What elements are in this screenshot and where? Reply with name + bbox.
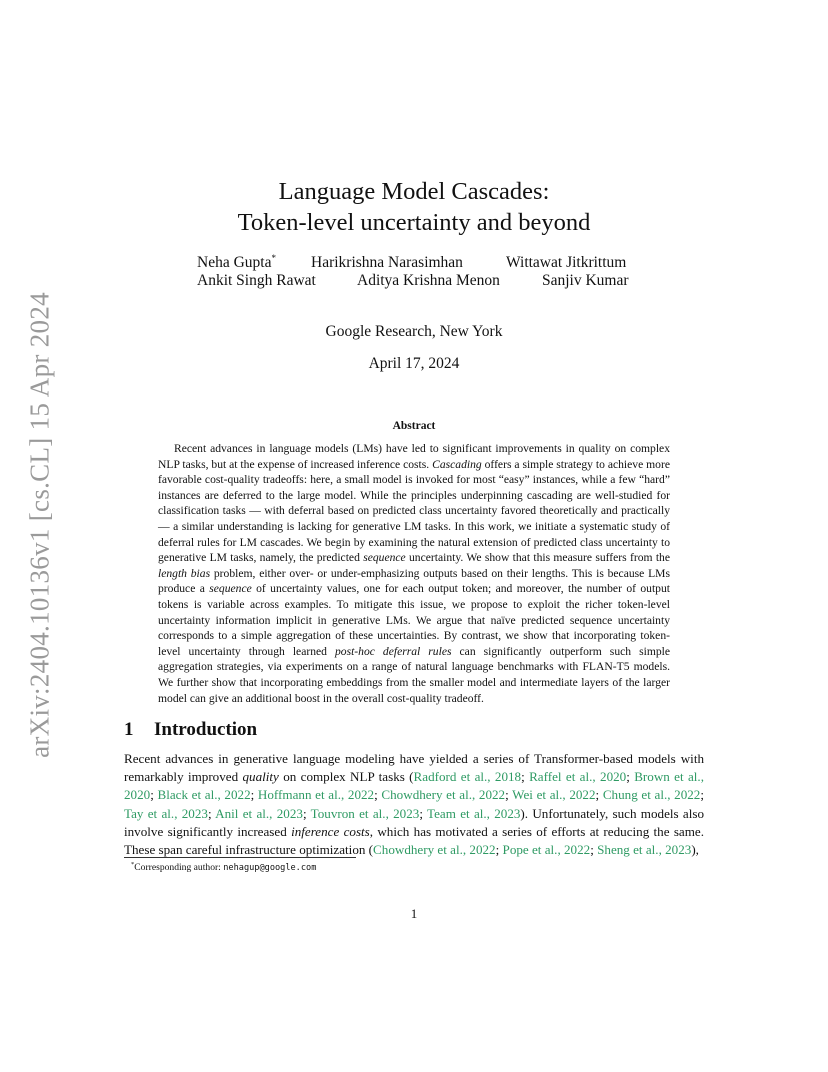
footnote-text: Corresponding author: <box>134 862 224 873</box>
corresponding-author-mark: * <box>271 252 276 263</box>
intro-text: Recent advances in generative language modeling have yielded a series of Transformer-based models with remarkably improved <box>124 751 704 785</box>
text-segment: Neha Gupta <box>197 254 272 271</box>
author-name: Sanjiv Kumar <box>542 272 629 289</box>
introduction-paragraph <box>124 750 704 859</box>
citation-link[interactable]: Chung et al., 2022 <box>602 787 701 803</box>
abstract-text: can significantly outperform such simple aggregation strategies, via experiments on a range of natural language benchmarks with FLAN-T5 models. We further show that incorporating embeddings from the smaller model and intermediate layers of the larger model can give an additional boost in the overall cost-quality tradeoff. <box>158 644 670 705</box>
abstract-text: Recent advances in language models (LMs) have led to significant improvements in quality on complex NLP tasks, but at the expense of increased inference costs. <box>158 442 670 471</box>
section-number: 1 <box>124 719 134 740</box>
text-segment: ; <box>419 805 428 821</box>
text-segment: ; <box>207 805 216 821</box>
citation-link[interactable]: Sheng et al., 2023 <box>597 842 692 858</box>
text-segment: ), <box>691 842 699 858</box>
text-segment: ; <box>150 787 158 803</box>
abstract-emphasis: length bias <box>158 566 211 580</box>
citation-link[interactable]: Radford et al., 2018 <box>413 769 522 785</box>
author-name <box>197 254 276 272</box>
intro-emphasis: quality <box>242 769 279 785</box>
text-segment: ; <box>626 769 635 785</box>
citation-link[interactable]: Team et al., 2023 <box>427 805 521 821</box>
text-segment: ; <box>521 769 530 785</box>
footnote <box>131 862 316 873</box>
text-segment: ; <box>595 787 603 803</box>
author-name: Wittawat Jitkrittum <box>506 254 627 271</box>
citation-link[interactable]: Touvron et al., 2023 <box>310 805 420 821</box>
footnote-divider <box>124 857 356 858</box>
citation-link[interactable]: Anil et al., 2023 <box>215 805 303 821</box>
abstract-text: offers a simple strategy to achieve more favorable cost-quality tradeoffs: here, a small model is invoked for most “easy” instances, while a few “hard” instances are deferred to the large model. While the principles underpinning cascading are well-studied for classification tasks — with deferral based on predicted class uncertainty favored theoretically and practically — a similar understanding is lacking for generative LM tasks. In this work, we initiate a systematic study of deferral rules for LM cascades. We begin by examining the natural extension of predicted class uncertainty to generative LM tasks, namely, the predicted <box>158 457 670 565</box>
text-segment: ; <box>250 787 258 803</box>
text-segment: ; <box>590 842 598 858</box>
publication-date: April 17, 2024 <box>368 355 460 372</box>
arxiv-identifier: arXiv:2404.10136v1 [cs.CL] 15 Apr 2024 <box>24 292 55 758</box>
text-segment: ; <box>505 787 513 803</box>
citation-link[interactable]: Chowdhery et al., 2022 <box>381 787 506 803</box>
intro-text: on complex NLP tasks ( <box>278 769 414 785</box>
section-heading <box>124 719 257 741</box>
author-name: Harikrishna Narasimhan <box>311 254 463 271</box>
title-line-1: Language Model Cascades: <box>278 178 550 205</box>
citation-link[interactable]: Black et al., 2022 <box>157 787 251 803</box>
citation-link[interactable]: Tay et al., 2023 <box>124 805 208 821</box>
intro-emphasis: inference costs <box>291 823 370 839</box>
abstract-heading: Abstract <box>392 420 436 432</box>
author-name: Aditya Krishna Menon <box>357 272 500 289</box>
title-line-2: Token-level uncertainty and beyond <box>237 209 591 236</box>
citation-link[interactable]: Pope et al., 2022 <box>502 842 591 858</box>
abstract-text: problem, either over- or under-emphasizing outputs based on their lengths. This is because LMs produce a <box>158 566 670 596</box>
affiliation: Google Research, New York <box>325 323 503 340</box>
author-name: Ankit Singh Rawat <box>197 272 316 289</box>
citation-link[interactable]: Hoffmann et al., 2022 <box>257 787 375 803</box>
abstract-body <box>158 441 670 706</box>
intro-text: , which has motivated a series of efforts at reducing the same. These span careful infrastructure optimization ( <box>124 823 705 858</box>
abstract-text: of uncertainty values, one for each output token; and moreover, the number of output tokens is variable across examples. To mitigate this issue, we propose to exploit the richer token-level uncertainty information implicit in generative LMs. We argue that naïve predicted sequence uncertainty corresponds to a simple aggregation of these uncertainties. By contrast, we show that incorporating token-level uncertainty through learned <box>158 582 670 658</box>
citation-link[interactable]: Wei et al., 2022 <box>512 787 596 803</box>
text-segment: ; <box>302 805 311 821</box>
author-email: nehagup@google.com <box>223 863 317 873</box>
citation-link[interactable]: Brown et al., 2020 <box>124 769 704 803</box>
text-segment: ; <box>700 787 704 803</box>
abstract-emphasis: post-hoc deferral rules <box>334 644 452 658</box>
citation-link[interactable]: Raffel et al., 2020 <box>529 769 627 785</box>
footnote-mark: * <box>131 860 135 868</box>
page-number: 1 <box>410 906 418 921</box>
citation-link[interactable]: Chowdhery et al., 2022 <box>373 842 496 858</box>
paper-title <box>0 176 828 238</box>
abstract-text: uncertainty. We show that this measure suffers from the <box>405 551 670 565</box>
abstract-emphasis: sequence <box>209 582 252 596</box>
section-title: Introduction <box>154 719 258 740</box>
intro-text: ). Unfortunately, such models also involve significantly increased <box>124 805 704 839</box>
abstract-emphasis: sequence <box>363 551 406 565</box>
abstract-emphasis: Cascading <box>432 457 482 471</box>
text-segment: ; <box>495 842 503 858</box>
text-segment: ; <box>374 787 382 803</box>
